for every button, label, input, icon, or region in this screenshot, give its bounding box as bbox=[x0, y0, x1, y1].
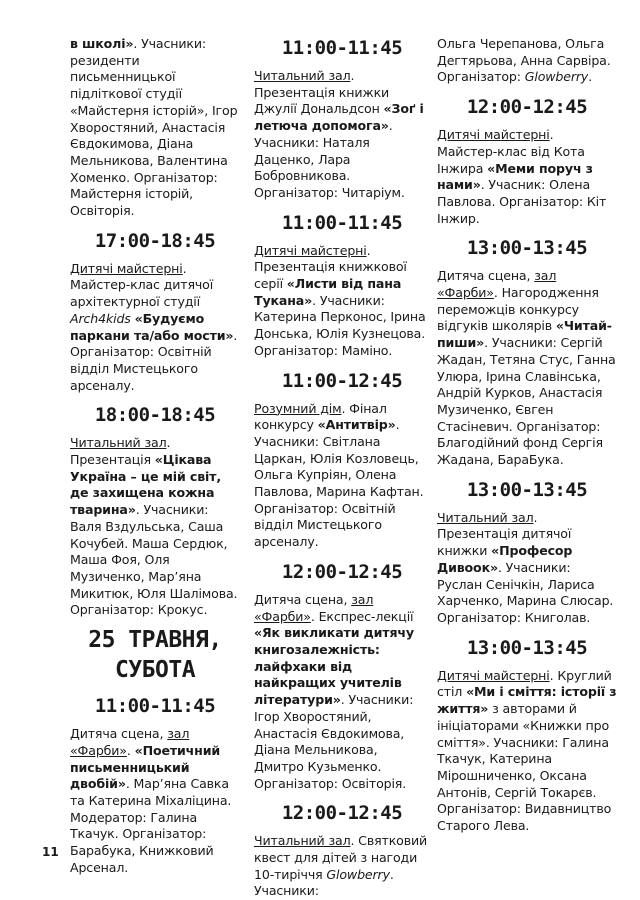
time-heading: 11:00-11:45 bbox=[94, 695, 216, 718]
event-title: «Зоґ і летюча допомога» bbox=[254, 101, 424, 134]
event-text: . Фінал конкурсу bbox=[254, 400, 387, 433]
event-entry bbox=[254, 401, 430, 551]
event-text: . bbox=[588, 69, 593, 85]
time-heading: 13:00-13:45 bbox=[466, 478, 588, 501]
event-title: «Меми поруч з нами» bbox=[437, 160, 593, 193]
venue-label: Дитячі майстерні bbox=[70, 260, 183, 276]
event-text: . Експрес-лекції bbox=[310, 608, 414, 624]
event-text: . Учасники: Наталя Даценко, Лара Бобровникова. Організатор: Читаріум. bbox=[254, 118, 405, 200]
time-heading: 12:00-12:45 bbox=[281, 560, 403, 583]
event-entry bbox=[437, 127, 617, 227]
event-text: Дитяча сцена, bbox=[70, 726, 168, 742]
studio-name: Arch4kids bbox=[70, 310, 131, 326]
time-heading: 13:00-13:45 bbox=[466, 237, 588, 260]
event-entry bbox=[437, 668, 617, 835]
event-text: . Нагородження переможців конкурсу відгуків школярів bbox=[437, 285, 599, 334]
venue-label: зал «Фарби» bbox=[70, 726, 190, 758]
event-entry bbox=[254, 833, 430, 900]
organizer-name: Glowberry bbox=[524, 69, 589, 85]
event-text: . Круглий стіл bbox=[437, 667, 612, 700]
time-heading: 12:00-12:45 bbox=[281, 802, 403, 825]
event-text: . Учасники: Катерина Перконос, Ірина Донська, Юлія Кузнецова. Організатор: Маміно. bbox=[254, 292, 426, 358]
event-title: «Професор Дивоок» bbox=[437, 543, 573, 575]
venue-label: Читальний зал bbox=[254, 833, 351, 849]
event-entry bbox=[70, 726, 240, 876]
organizer-name: Glowberry bbox=[326, 866, 390, 882]
event-title: «Антитвір» bbox=[317, 417, 396, 433]
time-heading: 18:00-18:45 bbox=[94, 404, 216, 427]
event-text: Дитяча сцена, bbox=[254, 591, 352, 607]
event-title: «Поетичний письменницький двобій» bbox=[70, 742, 221, 792]
event-entry bbox=[437, 510, 617, 627]
event-text: з авторами й ініціаторами «Книжки про сміття». Учасники: Галина Ткачук, Катерина Мірошниченко, Оксана Антонів, Сергій Токарєв. Організатор: Видавництво Старого Лева. bbox=[437, 701, 612, 834]
time-heading: 11:00-12:45 bbox=[281, 369, 403, 392]
column-3 bbox=[437, 36, 617, 835]
event-entry bbox=[70, 261, 240, 395]
event-text: . Учасники: Валя Вздульська, Саша Кочубей. Маша Сердюк, Маша Фоя, Оля Музиченко, Мар’яна Микитюк, Юля Шалімова. Організатор: Крокус. bbox=[70, 502, 238, 618]
event-text: . Учасники: Ігор Хворостяний, Анастасія Євдокимова, Діана Мельникова, Дмитро Кузьменко. Організатор: Освіторія. bbox=[254, 692, 414, 791]
column-1 bbox=[70, 36, 240, 876]
event-text: . Учасник: Олена Павлова. Організатор: Кіт Інжир. bbox=[437, 177, 607, 226]
event-text: . Святковий квест для дітей з нагоди 10-тиріччя bbox=[254, 833, 428, 882]
event-text: . bbox=[126, 742, 135, 758]
event-entry bbox=[70, 435, 240, 619]
event-text: . Презентація bbox=[70, 435, 171, 468]
time-heading: 17:00-18:45 bbox=[94, 229, 216, 252]
venue-label: Читальний зал bbox=[437, 509, 534, 525]
column-2 bbox=[254, 36, 430, 900]
event-text: . Учасники: Сергій Жадан, Тетяна Стус, Ганна Улюра, Ірина Славінська, Андрій Курков, Анастасія Музиченко, Євген Стасіневич. Організатор: Благодійний фонд Сергія Жадана, БараБука. bbox=[437, 335, 616, 468]
event-text: . Учасники: bbox=[254, 866, 394, 899]
event-title: «Читай-пиши» bbox=[437, 318, 612, 351]
event-text: . Презентація книжкової серії bbox=[254, 242, 407, 292]
event-text: . Учасники: Руслан Сенічкін, Лариса Харченко, Марина Слюсар. Організатор: Книголав. bbox=[437, 559, 614, 625]
event-title: «Будуємо паркани та/або мости» bbox=[70, 310, 234, 343]
event-entry bbox=[254, 243, 430, 360]
venue-label: Дитячі майстерні bbox=[254, 242, 367, 258]
event-text: . Майстер-клас дитячої архітектурної студії bbox=[70, 260, 214, 310]
time-heading: 12:00-12:45 bbox=[466, 96, 588, 119]
page-number: 11 bbox=[42, 845, 59, 859]
event-text: . Організатор: Освітній відділ Мистецького арсеналу. bbox=[70, 327, 238, 393]
event-text: . Учасники: Світлана Царкан, Юлія Козловець, Ольга Купріян, Олена Павлова, Марина Кафтан. Організатор: Освітній відділ Мистецького арсеналу. bbox=[254, 417, 424, 550]
event-title: «Цікава Україна – це мій світ, де захищена кожна тварина» bbox=[70, 452, 221, 518]
event-text: . Презентація книжки Джулії Дональдсон bbox=[254, 68, 390, 117]
event-title: «Як викликати дитячу книгозалежність: лайфхаки від найкращих учителів літератури» bbox=[254, 625, 414, 708]
date-heading: 25 ТРАВНЯ, СУБОТА bbox=[88, 627, 222, 684]
event-text: Ольга Черепанова, Ольга Дегтярьова, Анна Сарвіра. Організатор: bbox=[437, 36, 611, 85]
event-entry bbox=[70, 36, 240, 220]
event-text: . Мар’яна Савка та Катерина Міхаліцина. Модератор: Галина Ткачук. Організатор: Барабука, Книжковий Арсенал. bbox=[70, 776, 232, 875]
venue-label: Читальний зал bbox=[70, 435, 167, 451]
venue-label: Дитячі майстерні bbox=[437, 667, 550, 683]
event-text: Дитяча сцена, bbox=[437, 268, 535, 284]
time-heading: 13:00-13:45 bbox=[466, 636, 588, 659]
event-text: . Учасники: резиденти письменницької підліткової студії «Майстерня історій», Ігор Хворостяний, Анастасія Євдокимова, Діана Мельникова, Валентина Хоменко. Організатор: Майстерня історій, Освіторія. bbox=[70, 36, 238, 219]
venue-label: Розумний дім bbox=[254, 400, 342, 416]
event-title: в школі» bbox=[70, 36, 134, 51]
event-title: «Листи від пана Тукана» bbox=[254, 276, 402, 308]
event-text: . Майстер-клас від Кота Інжира bbox=[437, 127, 585, 176]
venue-label: зал «Фарби» bbox=[437, 268, 557, 301]
event-text: . Презентація дитячої книжки bbox=[437, 509, 572, 559]
venue-label: Читальний зал bbox=[254, 68, 351, 83]
time-heading: 11:00-11:45 bbox=[281, 37, 403, 59]
event-entry bbox=[437, 36, 617, 86]
event-entry bbox=[254, 592, 430, 792]
time-heading: 11:00-11:45 bbox=[281, 211, 403, 234]
venue-label: зал «Фарби» bbox=[254, 591, 374, 624]
event-title: «Ми і сміття: історії з життя» bbox=[437, 684, 617, 717]
venue-label: Дитячі майстерні bbox=[437, 127, 550, 143]
event-entry bbox=[254, 68, 430, 202]
event-entry bbox=[437, 268, 617, 468]
